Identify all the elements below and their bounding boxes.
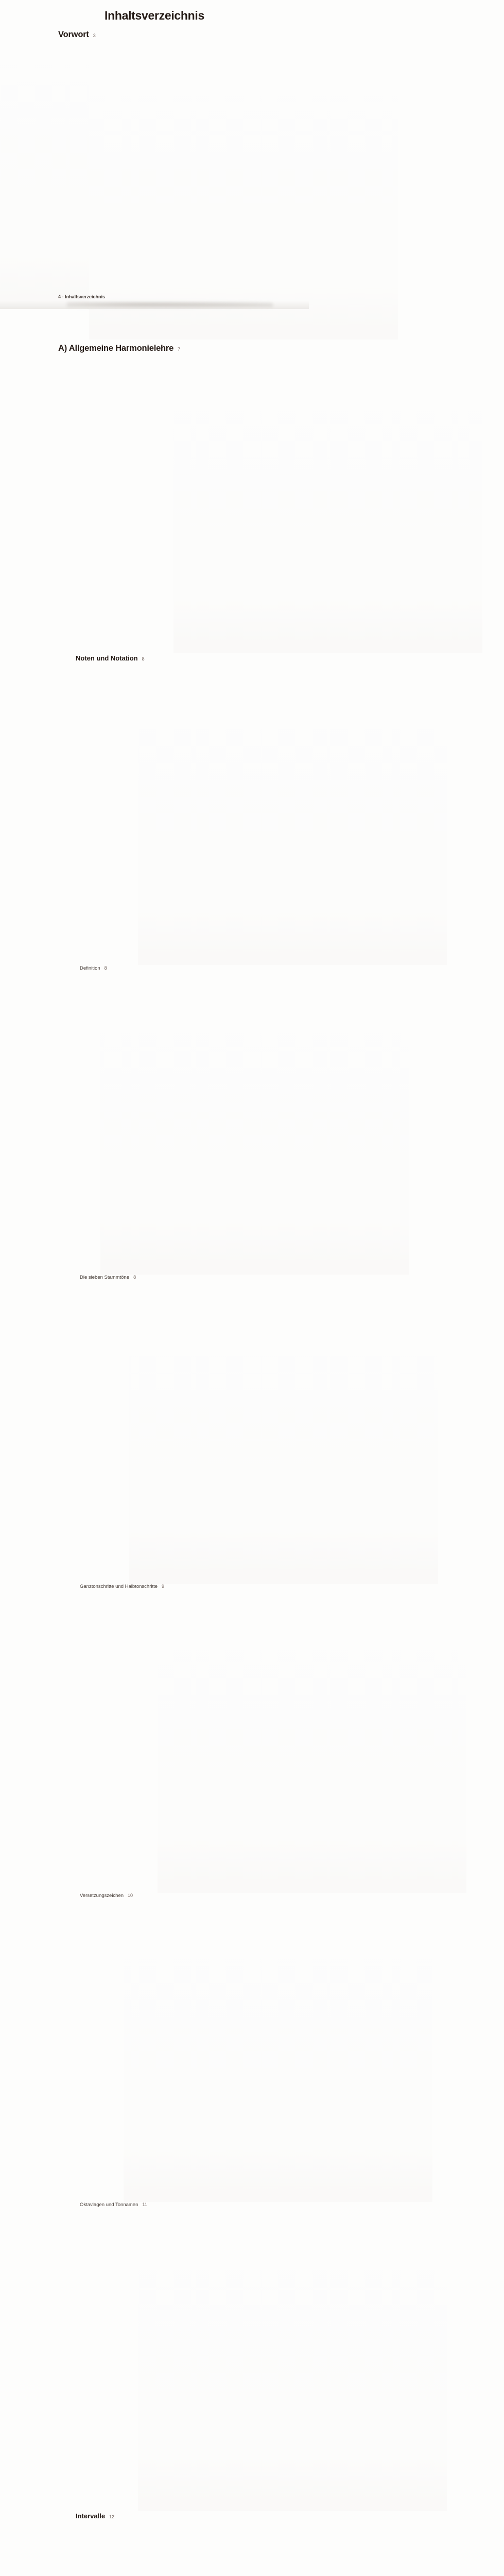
toc-entry-label: Versetzungszeichen xyxy=(80,1893,124,1899)
toc-entry-page: 8 xyxy=(100,965,409,1275)
toc-entry xyxy=(58,343,246,653)
toc-entry-page: 11 xyxy=(138,2202,447,2511)
toc-entry-page: 7 xyxy=(173,344,482,653)
toc-entry-page: 8 xyxy=(129,1275,438,1584)
toc-entry-label-wrap xyxy=(80,1584,158,1590)
toc-entry xyxy=(58,29,246,340)
toc-entry-label: Intervalle xyxy=(76,2512,106,2520)
book-shadow xyxy=(67,302,273,308)
toc-entry-label: Ganztonschritte und Halbtonschritte xyxy=(80,1584,158,1589)
toc-entry-label-wrap xyxy=(80,1275,129,1281)
toc-entry-page: 12 xyxy=(105,2514,414,2576)
toc-entry xyxy=(58,1584,246,1893)
toc-entry-label: A) Allgemeine Harmonielehre xyxy=(58,344,174,353)
toc-entry xyxy=(58,655,246,965)
toc-entry-label-wrap xyxy=(80,2202,138,2208)
toc-entry xyxy=(58,2202,246,2511)
toc-entry xyxy=(58,965,246,1275)
toc-entry-page: 9 xyxy=(158,1584,466,1893)
toc-entry-label: Oktavlagen und Tonnamen xyxy=(80,2202,138,2208)
toc-entry-label-wrap xyxy=(58,29,89,40)
toc-entry xyxy=(58,1893,246,2202)
toc-entry-label: Die sieben Stammtöne xyxy=(80,1275,130,1280)
toc-entry-label-wrap xyxy=(58,343,173,354)
toc-entry-label: Vorwort xyxy=(58,30,89,39)
toc-entry-label: Noten und Notation xyxy=(76,654,138,662)
toc-entry-page: 8 xyxy=(138,656,447,965)
toc-entry xyxy=(58,1275,246,1584)
toc-entry-label-wrap xyxy=(80,1893,124,1899)
page-footer: 4 - Inhaltsverzeichnis xyxy=(58,294,106,299)
toc-entry xyxy=(58,2513,246,2576)
toc-entry-label-wrap xyxy=(76,655,138,662)
toc-entry-page: 3 xyxy=(89,30,398,340)
page-title: Inhaltsverzeichnis xyxy=(104,9,204,22)
toc-entry-label: Definition xyxy=(80,965,100,971)
toc-list xyxy=(58,29,246,2576)
toc-entry-label-wrap xyxy=(76,2513,105,2519)
toc-entry-page: 10 xyxy=(124,1893,432,2202)
toc-entry-label-wrap xyxy=(80,966,100,972)
